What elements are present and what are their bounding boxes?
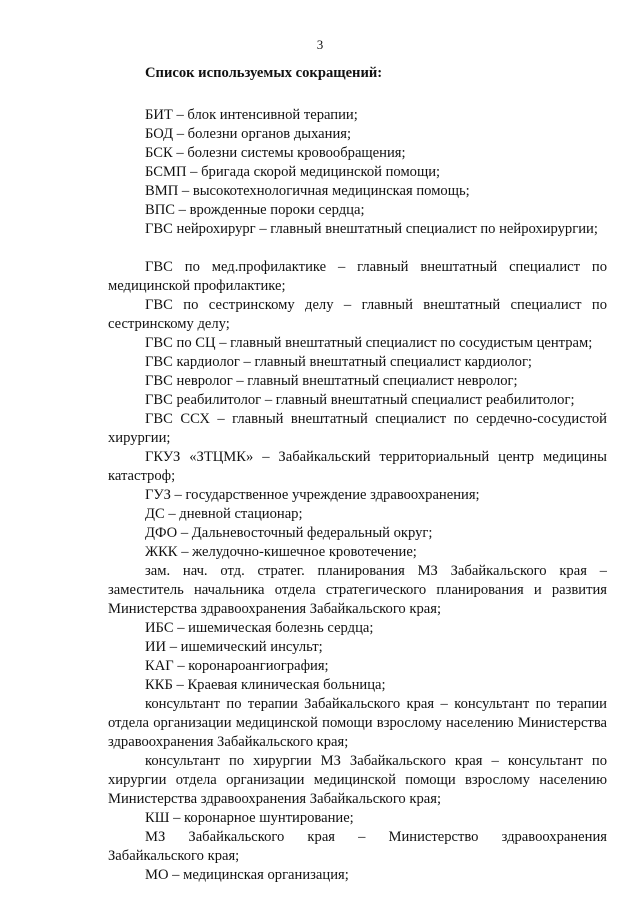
abbreviation-entry: МО – медицинская организация; <box>145 867 349 883</box>
abbreviation-entry: ВМП – высокотехнологичная медицинская помощь; <box>145 183 470 199</box>
abbreviation-entry: ГВС невролог – главный внештатный специалист невролог; <box>145 373 518 389</box>
abbreviation-entry: ИБС – ишемическая болезнь сердца; <box>145 620 374 636</box>
abbreviation-entry: БСМП – бригада скорой медицинской помощи; <box>145 164 441 180</box>
abbreviation-entry: БОД – болезни органов дыхания; <box>145 126 352 142</box>
abbreviation-entry: зам. нач. отд. стратег. планирования МЗ Забайкальского края – заместитель начальника отдела стратегического планирования и развития Министерства здравоохранения Забайкальского края; <box>108 563 607 617</box>
abbreviation-entry: ДФО – Дальневосточный федеральный округ; <box>145 525 433 541</box>
abbreviation-entry: ГВС реабилитолог – главный внештатный специалист реабилитолог; <box>145 392 575 408</box>
abbreviations-section <box>108 64 607 885</box>
abbreviation-entry: ВПС – врожденные пороки сердца; <box>145 202 365 218</box>
abbreviation-entry: консультант по хирургии МЗ Забайкальского края – консультант по хирургии отдела организации медицинской помощи взрослому населению Министерства здравоохранения Забайкальского края; <box>108 753 607 807</box>
abbreviation-entry: ККБ – Краевая клиническая больница; <box>145 677 386 693</box>
abbreviation-entry: КШ – коронарное шунтирование; <box>145 810 354 826</box>
abbreviation-entry: ЖКК – желудочно-кишечное кровотечение; <box>145 544 417 560</box>
abbreviation-entry: ГВС ССХ – главный внештатный специалист по сердечно-сосудистой хирургии; <box>108 411 607 446</box>
page-number: 3 <box>316 37 324 52</box>
abbreviation-entry: ИИ – ишемический инсульт; <box>145 639 323 655</box>
section-heading: Список используемых сокращений: <box>145 65 383 81</box>
abbreviation-entry: ДС – дневной стационар; <box>145 506 303 522</box>
abbreviation-entry: ГВС по сестринскому делу – главный внештатный специалист по сестринскому делу; <box>108 297 607 332</box>
abbreviation-entry: ГВС по мед.профилактике – главный внештатный специалист по медицинской профилактике; <box>108 259 607 294</box>
abbreviation-entry: консультант по терапии Забайкальского края – консультант по терапии отдела организации медицинской помощи взрослому населению Министерства здравоохранения Забайкальского края; <box>108 696 607 750</box>
abbreviation-entry: МЗ Забайкальского края – Министерство здравоохранения Забайкальского края; <box>108 829 607 864</box>
abbreviation-entry: ГВС нейрохирург – главный внештатный специалист по нейрохирургии; <box>145 221 598 237</box>
abbreviation-entry: ГВС кардиолог – главный внештатный специалист кардиолог; <box>145 354 532 370</box>
abbreviation-entry: ГУЗ – государственное учреждение здравоохранения; <box>145 487 480 503</box>
abbreviation-entry: КАГ – коронароангиография; <box>145 658 329 674</box>
abbreviation-entry: БИТ – блок интенсивной терапии; <box>145 107 358 123</box>
abbreviation-entry: БСК – болезни системы кровообращения; <box>145 145 406 161</box>
abbreviation-entry: ГКУЗ «ЗТЦМК» – Забайкальский территориальный центр медицины катастроф; <box>108 449 607 484</box>
abbreviation-entry: ГВС по СЦ – главный внештатный специалист по сосудистым центрам; <box>145 335 593 351</box>
